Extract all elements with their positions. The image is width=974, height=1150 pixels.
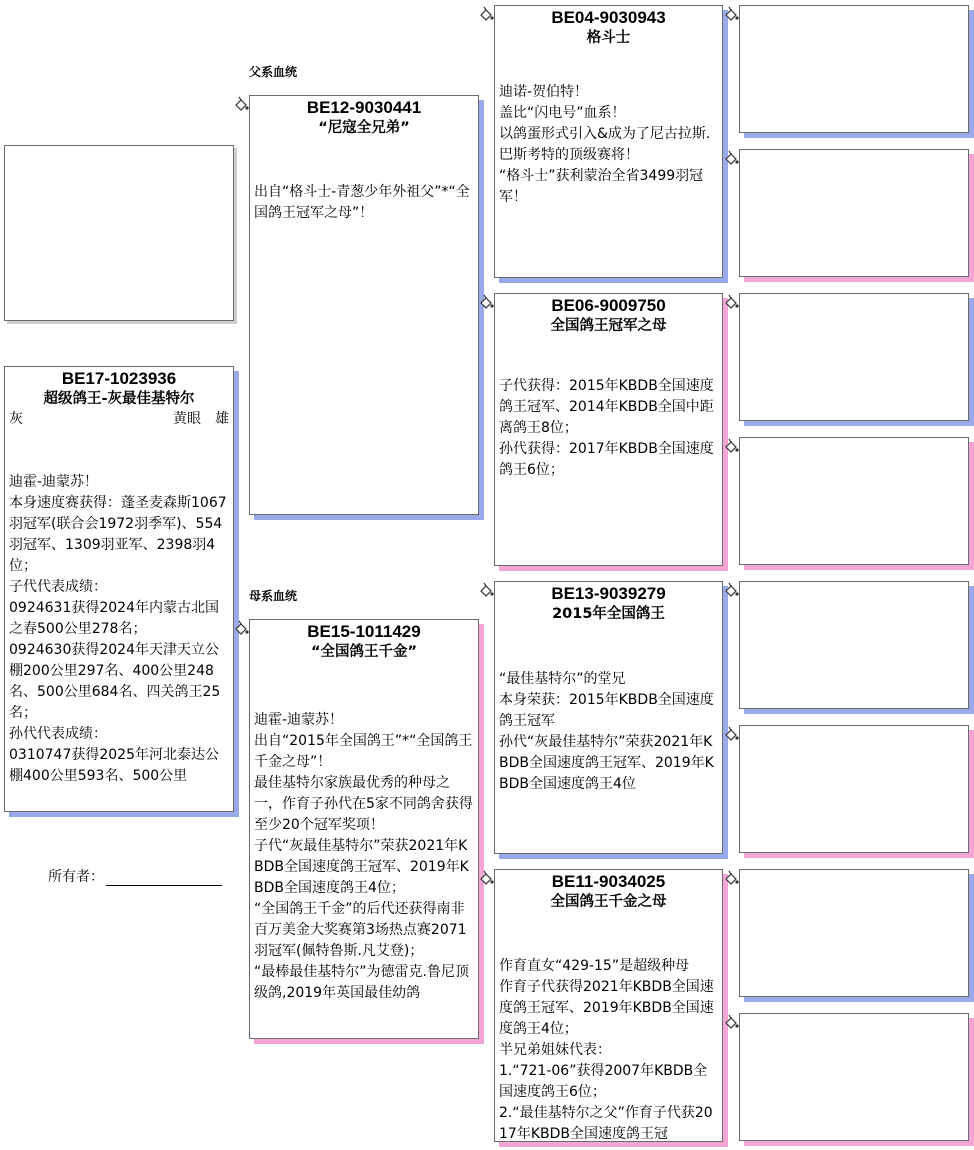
subject-pigeon-card[interactable] bbox=[4, 366, 234, 812]
great-grandparent-card-8[interactable] bbox=[739, 1013, 969, 1141]
subject-notes: 迪霍-迪蒙苏！ 本身速度赛获得：蓬圣麦森斯1067羽冠军(联合会1972羽季军)、554羽冠军、1309羽亚军、2398羽4位； 子代代表成绩： 0924631获得2024年内蒙古北国之春500公里278名； 0924630获得2024年天津天立公棚200公里297名、400公里248名、500公里684名、四关鸽王25名； 孙代代表成绩： 0310747获得2025年河北泰达公棚400公里593名、500公里 bbox=[9, 474, 227, 784]
paternal-granddam-name: 全国鸽王冠军之母 bbox=[550, 318, 667, 334]
paint-bucket-icon[interactable] bbox=[478, 294, 494, 310]
dam-ring-number: BE15-1011429 bbox=[307, 622, 421, 641]
paternal-grandsire-name: 格斗士 bbox=[586, 30, 631, 46]
great-grandparent-card-1[interactable] bbox=[739, 5, 969, 133]
paint-bucket-icon[interactable] bbox=[723, 6, 739, 22]
sire-notes: 出自“格斗士-青葱少年外祖父”*“全国鸽王冠军之母”！ bbox=[254, 184, 470, 221]
paint-bucket-icon[interactable] bbox=[478, 582, 494, 598]
sire-card[interactable] bbox=[249, 95, 479, 515]
maternal-granddam-name: 全国鸽王千金之母 bbox=[550, 894, 667, 910]
great-grandparent-card-6[interactable] bbox=[739, 725, 969, 853]
dam-card[interactable] bbox=[249, 619, 479, 1039]
great-grandparent-card-7[interactable] bbox=[739, 869, 969, 997]
paint-bucket-icon[interactable] bbox=[478, 870, 494, 886]
subject-color: 灰 bbox=[9, 411, 23, 427]
subject-name: 超级鸽王-灰最佳基特尔 bbox=[43, 391, 195, 407]
maternal-grandsire-name: 2015年全国鸽王 bbox=[552, 606, 665, 622]
great-grandparent-card-5[interactable] bbox=[739, 581, 969, 709]
dam-section-label: 母系血统 bbox=[249, 589, 298, 603]
owner-field bbox=[48, 866, 222, 886]
paternal-granddam-card[interactable] bbox=[494, 293, 723, 566]
subject-eye-sex: 黄眼 雄 bbox=[173, 411, 229, 427]
sire-section-label: 父系血统 bbox=[249, 65, 298, 79]
pigeon-photo-frame bbox=[4, 145, 234, 321]
subject-attributes bbox=[5, 409, 233, 429]
paternal-granddam-notes: 子代获得：2015年KBDB全国速度鸽王冠军、2014年KBDB全国中距离鸽王8位； 孙代获得：2017年KBDB全国速度鸽王6位； bbox=[499, 378, 714, 478]
sire-name: “尼寇全兄弟” bbox=[318, 120, 410, 136]
maternal-grandsire-card[interactable] bbox=[494, 581, 723, 854]
paint-bucket-icon[interactable] bbox=[233, 96, 249, 112]
paint-bucket-icon[interactable] bbox=[478, 6, 494, 22]
paternal-granddam-ring-number: BE06-9009750 bbox=[551, 296, 666, 315]
paternal-grandsire-card[interactable] bbox=[494, 5, 723, 278]
owner-line[interactable] bbox=[106, 871, 222, 886]
owner-label: 所有者： bbox=[48, 869, 104, 885]
paint-bucket-icon[interactable] bbox=[723, 726, 739, 742]
paint-bucket-icon[interactable] bbox=[723, 1014, 739, 1030]
great-grandparent-card-4[interactable] bbox=[739, 437, 969, 565]
maternal-grandsire-notes: “最佳基特尔”的堂兄 本身荣获：2015年KBDB全国速度鸽王冠军 孙代“灰最佳基特尔”荣获2021年KBDB全国速度鸽王冠军、2019年KBDB全国速度鸽王4位 bbox=[499, 671, 714, 792]
maternal-granddam-ring-number: BE11-9034025 bbox=[551, 872, 666, 891]
dam-name: “全国鸽王千金” bbox=[310, 644, 418, 660]
paint-bucket-icon[interactable] bbox=[233, 620, 249, 636]
paint-bucket-icon[interactable] bbox=[723, 582, 739, 598]
maternal-granddam-card[interactable] bbox=[494, 869, 723, 1142]
sire-ring-number: BE12-9030441 bbox=[306, 98, 422, 117]
paint-bucket-icon[interactable] bbox=[723, 438, 739, 454]
great-grandparent-card-2[interactable] bbox=[739, 149, 969, 277]
paint-bucket-icon[interactable] bbox=[723, 294, 739, 310]
paternal-grandsire-ring-number: BE04-9030943 bbox=[551, 8, 666, 27]
maternal-grandsire-ring-number: BE13-9039279 bbox=[551, 584, 666, 603]
paint-bucket-icon[interactable] bbox=[723, 150, 739, 166]
paternal-grandsire-notes: 迪诺-贺伯特！ 盖比“闪电号”血系！ 以鸽蛋形式引入&成为了尼古拉斯.巴斯考特的顶级赛将！ “格斗士”获利蒙治全省3499羽冠军！ bbox=[499, 84, 711, 205]
great-grandparent-card-3[interactable] bbox=[739, 293, 969, 421]
paint-bucket-icon[interactable] bbox=[723, 870, 739, 886]
dam-notes: 迪霍-迪蒙苏！ 出自“2015年全国鸽王”*“全国鸽王千金之母”！ 最佳基特尔家族最优秀的种母之一，作育子孙代在5家不同鸽舍获得至少20个冠军奖项！ 子代“灰最佳基特尔”荣获2021年KBDB全国速度鸽王冠军、2019年KBDB全国速度鸽王4位； “全国鸽王千金”的后代还获得南非百万美金大奖赛第3场热点赛2071羽冠军(佩特鲁斯.凡艾登)； “最棒最佳基特尔”为德雷克.鲁尼顶级鸽,2019年英国最佳幼鸽 bbox=[254, 712, 473, 1001]
maternal-granddam-notes: 作育直女“429-15”是超级种母 作育子代获得2021年KBDB全国速度鸽王冠军、2019年KBDB全国速度鸽王4位； 半兄弟姐妹代表： 1.“721-06”获得2007年KBDB全国速度鸽王6位； 2.“最佳基特尔之父”作育子代获2017年KBDB全国速度鸽王冠 bbox=[499, 958, 714, 1142]
subject-ring-number: BE17-1023936 bbox=[61, 369, 177, 388]
